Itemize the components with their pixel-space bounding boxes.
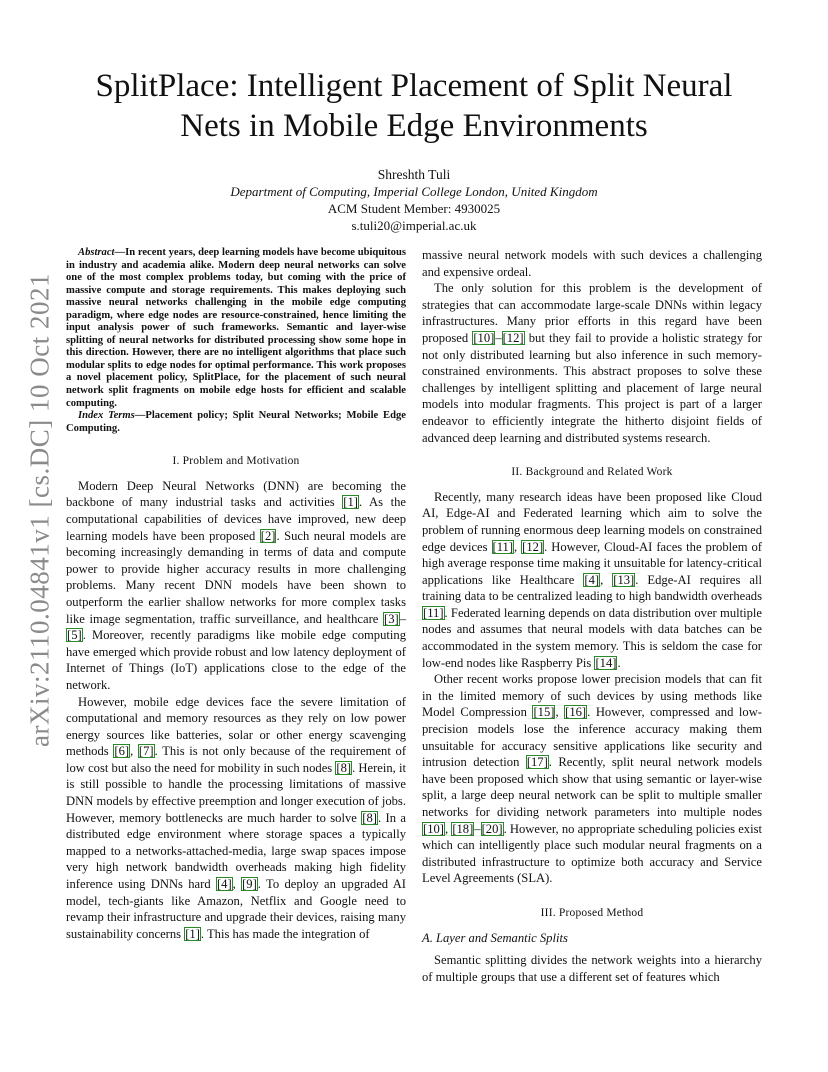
text-run: However, mobile edge devices face the severe limitation of computational and memory resources as they rely on low power energy sources like batteries, solar or other energy scavenging methods [66,694,406,759]
citation-link[interactable]: [16] [565,705,587,720]
section-heading-background: II. Background and Related Work [511,466,673,479]
text-run: , [600,572,613,587]
citation-link[interactable]: [4] [584,572,600,587]
citation-link[interactable]: [18] [452,821,474,836]
author-membership: ACM Student Member: 4930025 [327,201,501,216]
text-run: . Edge-AI requires all training data to be centralized leading to high bandwidth overheads [422,572,762,604]
text-run: . This is not only because of the requirement of low cost but also the need for mobility in such nodes [66,744,407,775]
citation-link[interactable]: [11] [423,605,444,620]
text-run: , [232,877,242,892]
text-run: . Recently, split neural network models have been proposed which show that using semantic or layer-wise split, a large deep neural network can be split to multiple smaller networks for dividing network parameters into multiple nodes [422,755,763,819]
text-run: Semantic splitting divides the network weights into a hierarchy of multiple groups that use a different set of features which [422,953,762,984]
citation-link[interactable]: [10] [423,821,444,836]
citation-link[interactable]: [17] [526,755,548,770]
text-run: . Herein, it is still possible to handle the processing limitations of massive DNN models by effective preemption and longer execution of jobs. However, memory bottlenecks are much harder to solve [66,760,406,825]
paragraph-problem-4 [422,280,762,446]
paper-title: SplitPlace: Intelligent Placement of Split Neural Nets in Mobile Edge Environments [95,68,733,144]
text-run: Recently, many research ideas have been proposed like Cloud AI, Edge-AI and Federated learning which aim to solve the problem of running enormous deep learning models on constrained edge devices [422,489,762,554]
text-run: – [399,611,406,626]
citation-link[interactable]: [5] [67,628,82,643]
citation-link[interactable]: [6] [114,744,130,759]
text-run: . In a distributed edge environment where storage spaces a typically mapped to a networks-attached-media, large swap spaces impose very high network bandwidth overheads making high fidelity inference using DNNs hard [66,810,406,892]
citation-link[interactable]: [10] [473,330,495,345]
text-run: Other recent works propose lower precision models that can fit in the limited memory of such devices by using methods like Model Compression [422,672,762,720]
author-email: s.tuli20@imperial.ac.uk [351,218,477,233]
text-run: . However, no appropriate scheduling policies exist which can intelligently place such modular neural fragments on a distributed infrastructure to optimize both accuracy and Service Level Agreements (SLA). [422,821,763,886]
left-column [66,247,406,942]
text-run: massive neural network models with such devices a challenging and expensive ordeal. [422,248,762,279]
text-run: – [474,821,481,836]
abstract-text: —In recent years, deep learning models have become ubiquitous in industry and academia alike. Modern deep neural networks can solve one of the most complex problems today, but coming with the price of massive compute and storage requirements. This makes deploying such massive neural networks challenging in the mobile edge computing paradigm, where edge nodes are resource-constrained, hence limiting the input analysis power of such frameworks. Semantic and layer-wise splitting of neural networks for distributed processing show some hope in this direction. However, there are no intelligent algorithms that place such modular splits to edge nodes for optimal performance. This work proposes a novel placement policy, SplitPlace, for the placement of such neural network split fragments on mobile edge hosts for efficient and scalable computing. [66,247,406,409]
text-run: but they fail to provide a holistic strategy for not only distributed learning but also inference in such memory-constrained environments. This abstract proposes to solve these challenges by intelligent splitting and placement of large neural models into modular fragments. This project is part of a larger endeavor to efficiently integrate the hitherto disjoint fields of advanced deep learning and distributed systems research. [422,330,762,445]
text-run: , [444,821,452,836]
arxiv-id-text: arXiv:2110.04841v1 [cs.DC] 10 Oct 2021 [24,273,55,747]
paragraph-background-1 [422,489,762,672]
citation-link[interactable]: [11] [492,539,514,554]
text-run: . Federated learning depends on data distribution over multiple nodes and assumes that neural models with data batches can be accommodated in the system memory. This is seldom the case for low-end nodes like Raspberry Pis [422,605,762,670]
citation-link[interactable]: [15] [533,705,555,720]
text-run: , [130,744,138,759]
index-terms-text: —Placement policy; Split Neural Networks; Mobile Edge Computing. [66,410,406,434]
text-run: . However, compressed and low-precision models lose the inference accuracy making them unsuitable for accuracy sensitive applications like security and intrusion detection [422,705,762,770]
paragraph-method-1 [422,952,762,985]
index-terms [66,410,406,435]
paper-header [66,66,762,234]
citation-link[interactable]: [8] [336,760,352,775]
text-run: , [555,705,565,720]
citation-link[interactable]: [20] [481,821,503,836]
citation-link[interactable]: [14] [595,655,617,670]
citation-link[interactable]: [12] [522,539,544,554]
abstract-lead: Abstract [78,247,115,258]
author-affiliation: Department of Computing, Imperial College London, United Kingdom [230,184,598,199]
citation-link[interactable]: [4] [216,877,232,892]
text-run: . [617,655,621,670]
paragraph-problem-3 [422,247,762,280]
subsection-heading-splits: A. Layer and Semantic Splits [422,930,568,945]
text-run: . To deploy an upgraded AI model, tech-giants like Amazon, Netflix and Google need to revamp their infrastructure and upgrade their devices, raising many sustainability concerns [66,877,407,941]
text-run: The only solution for this problem is the development of strategies that can accommodate large-scale DNNs within legacy infrastructures. Many prior efforts in this regard have been proposed [422,281,762,345]
text-run: . As the computational capabilities of devices have improved, new deep learning models have been proposed [66,495,406,543]
index-terms-lead: Index Terms [78,410,135,422]
section-heading-method: III. Proposed Method [540,906,644,919]
citation-link[interactable]: [7] [138,744,154,759]
citation-link[interactable]: [9] [242,877,257,892]
abstract [66,247,406,410]
text-run: , [514,539,522,554]
citation-link[interactable]: [12] [502,330,524,345]
arxiv-identifier-stamp [20,273,60,747]
author-name: Shreshth Tuli [377,167,451,182]
text-run: . However, Cloud-AI faces the problem of high average response time making it unsuitable for latency-critical applications like Healthcare [422,539,762,587]
text-run: . This has made the integration of [200,926,370,941]
citation-link[interactable]: [1] [343,495,358,510]
paragraph-background-2 [422,671,762,887]
citation-link[interactable]: [1] [185,926,200,941]
text-run: – [495,330,502,345]
citation-link[interactable]: [2] [260,528,276,543]
citation-link[interactable]: [13] [613,572,635,587]
citation-link[interactable]: [8] [362,810,377,825]
text-run: . Moreover, recently paradigms like mobile edge computing have emerged which provide robust and low latency deployment of Internet of Things (IoT) applications close to the edge of the network. [66,628,406,692]
text-run: Modern Deep Neural Networks (DNN) are becoming the backbone of many industrial tasks and activities [66,478,406,510]
text-run: . Such neural models are becoming increasingly demanding in terms of data and compute power to provide higher accuracy results in more challenging problems. Many recent DNN models have been shown to outperform the earlier shallow networks for more complex tasks like image segmentation, traffic surveillance, and healthcare [66,528,406,626]
paragraph-problem-2 [66,694,406,943]
section-heading-problem: I. Problem and Motivation [172,455,300,468]
citation-link[interactable]: [3] [384,611,399,626]
paragraph-problem-1 [66,478,406,694]
right-column [422,247,762,985]
